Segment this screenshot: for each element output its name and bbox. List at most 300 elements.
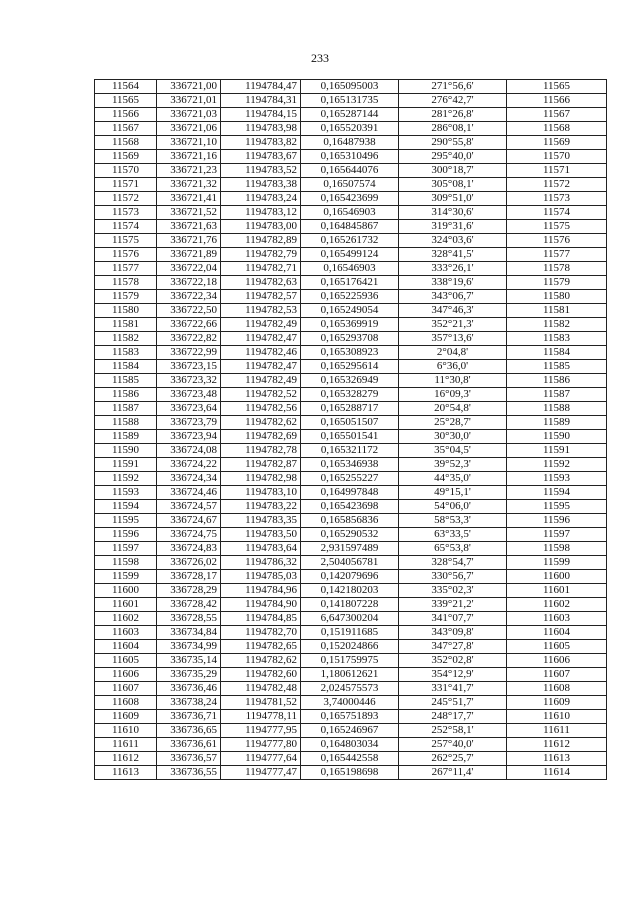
direction-angle-cell: 252°58,1' [399, 724, 507, 738]
point-from-cell: 11566 [95, 108, 157, 122]
distance-cell: 0,165225936 [301, 290, 399, 304]
point-from-cell: 11564 [95, 80, 157, 94]
direction-angle-cell: 328°54,7' [399, 556, 507, 570]
direction-angle-cell: 11°30,8' [399, 374, 507, 388]
direction-angle-cell: 39°52,3' [399, 458, 507, 472]
direction-angle-cell: 328°41,5' [399, 248, 507, 262]
point-from-cell: 11600 [95, 584, 157, 598]
point-from-cell: 11587 [95, 402, 157, 416]
y-coordinate-cell: 1194782,62 [221, 654, 301, 668]
distance-cell: 0,165326949 [301, 374, 399, 388]
table-row [95, 108, 607, 122]
direction-angle-cell: 354°12,9' [399, 668, 507, 682]
x-coordinate-cell: 336734,84 [157, 626, 221, 640]
distance-cell: 0,165751893 [301, 710, 399, 724]
y-coordinate-cell: 1194783,98 [221, 122, 301, 136]
x-coordinate-cell: 336728,29 [157, 584, 221, 598]
point-from-cell: 11578 [95, 276, 157, 290]
table-row [95, 682, 607, 696]
direction-angle-cell: 54°06,0' [399, 500, 507, 514]
x-coordinate-cell: 336736,71 [157, 710, 221, 724]
point-from-cell: 11584 [95, 360, 157, 374]
point-from-cell: 11608 [95, 696, 157, 710]
point-to-cell: 11586 [507, 374, 607, 388]
direction-angle-cell: 290°55,8' [399, 136, 507, 150]
table-row [95, 248, 607, 262]
table-row [95, 500, 607, 514]
direction-angle-cell: 286°08,1' [399, 122, 507, 136]
table-row [95, 360, 607, 374]
x-coordinate-cell: 336721,01 [157, 94, 221, 108]
x-coordinate-cell: 336724,34 [157, 472, 221, 486]
point-to-cell: 11599 [507, 556, 607, 570]
direction-angle-cell: 339°21,2' [399, 598, 507, 612]
direction-angle-cell: 267°11,4' [399, 766, 507, 780]
distance-cell: 0,165442558 [301, 752, 399, 766]
point-from-cell: 11602 [95, 612, 157, 626]
point-from-cell: 11565 [95, 94, 157, 108]
distance-cell: 0,164803034 [301, 738, 399, 752]
point-to-cell: 11578 [507, 262, 607, 276]
point-from-cell: 11588 [95, 416, 157, 430]
y-coordinate-cell: 1194783,38 [221, 178, 301, 192]
point-from-cell: 11605 [95, 654, 157, 668]
point-to-cell: 11569 [507, 136, 607, 150]
direction-angle-cell: 271°56,6' [399, 80, 507, 94]
distance-cell: 0,165501541 [301, 430, 399, 444]
direction-angle-cell: 324°03,6' [399, 234, 507, 248]
table-row [95, 80, 607, 94]
table-row [95, 430, 607, 444]
y-coordinate-cell: 1194783,22 [221, 500, 301, 514]
distance-cell: 0,16546903 [301, 206, 399, 220]
y-coordinate-cell: 1194782,63 [221, 276, 301, 290]
x-coordinate-cell: 336723,79 [157, 416, 221, 430]
point-to-cell: 11603 [507, 612, 607, 626]
distance-cell: 0,165856836 [301, 514, 399, 528]
point-from-cell: 11586 [95, 388, 157, 402]
x-coordinate-cell: 336735,29 [157, 668, 221, 682]
distance-cell: 1,180612621 [301, 668, 399, 682]
direction-angle-cell: 319°31,6' [399, 220, 507, 234]
point-to-cell: 11607 [507, 668, 607, 682]
direction-angle-cell: 300°18,7' [399, 164, 507, 178]
page-number: 233 [311, 51, 329, 65]
point-from-cell: 11590 [95, 444, 157, 458]
distance-cell: 0,165346938 [301, 458, 399, 472]
table-row [95, 444, 607, 458]
y-coordinate-cell: 1194783,50 [221, 528, 301, 542]
direction-angle-cell: 331°41,7' [399, 682, 507, 696]
x-coordinate-cell: 336721,41 [157, 192, 221, 206]
point-to-cell: 11576 [507, 234, 607, 248]
point-from-cell: 11570 [95, 164, 157, 178]
y-coordinate-cell: 1194782,78 [221, 444, 301, 458]
point-from-cell: 11568 [95, 136, 157, 150]
distance-cell: 6,647300204 [301, 612, 399, 626]
point-from-cell: 11598 [95, 556, 157, 570]
direction-angle-cell: 295°40,0' [399, 150, 507, 164]
table-row [95, 612, 607, 626]
direction-angle-cell: 63°33,5' [399, 528, 507, 542]
point-to-cell: 11585 [507, 360, 607, 374]
y-coordinate-cell: 1194784,85 [221, 612, 301, 626]
direction-angle-cell: 341°07,7' [399, 612, 507, 626]
table-row [95, 668, 607, 682]
distance-cell: 0,16507574 [301, 178, 399, 192]
direction-angle-cell: 309°51,0' [399, 192, 507, 206]
y-coordinate-cell: 1194784,31 [221, 94, 301, 108]
point-from-cell: 11611 [95, 738, 157, 752]
table-row [95, 416, 607, 430]
x-coordinate-cell: 336736,65 [157, 724, 221, 738]
point-to-cell: 11583 [507, 332, 607, 346]
x-coordinate-cell: 336723,64 [157, 402, 221, 416]
y-coordinate-cell: 1194784,47 [221, 80, 301, 94]
distance-cell: 0,141807228 [301, 598, 399, 612]
point-to-cell: 11605 [507, 640, 607, 654]
x-coordinate-cell: 336721,03 [157, 108, 221, 122]
y-coordinate-cell: 1194784,15 [221, 108, 301, 122]
table-row [95, 584, 607, 598]
point-to-cell: 11609 [507, 696, 607, 710]
direction-angle-cell: 58°53,3' [399, 514, 507, 528]
distance-cell: 0,165249054 [301, 304, 399, 318]
distance-cell: 0,151759975 [301, 654, 399, 668]
point-to-cell: 11572 [507, 178, 607, 192]
table-row [95, 710, 607, 724]
distance-cell: 0,165198698 [301, 766, 399, 780]
table-row [95, 402, 607, 416]
x-coordinate-cell: 336724,67 [157, 514, 221, 528]
table-row [95, 556, 607, 570]
y-coordinate-cell: 1194782,57 [221, 290, 301, 304]
x-coordinate-cell: 336721,16 [157, 150, 221, 164]
distance-cell: 0,165246967 [301, 724, 399, 738]
point-from-cell: 11577 [95, 262, 157, 276]
x-coordinate-cell: 336722,66 [157, 318, 221, 332]
y-coordinate-cell: 1194783,67 [221, 150, 301, 164]
direction-angle-cell: 330°56,7' [399, 570, 507, 584]
direction-angle-cell: 343°09,8' [399, 626, 507, 640]
point-from-cell: 11613 [95, 766, 157, 780]
x-coordinate-cell: 336723,94 [157, 430, 221, 444]
direction-angle-cell: 49°15,1' [399, 486, 507, 500]
point-to-cell: 11587 [507, 388, 607, 402]
table-row [95, 458, 607, 472]
y-coordinate-cell: 1194784,90 [221, 598, 301, 612]
point-to-cell: 11567 [507, 108, 607, 122]
direction-angle-cell: 25°28,7' [399, 416, 507, 430]
distance-cell: 0,165308923 [301, 346, 399, 360]
x-coordinate-cell: 336728,17 [157, 570, 221, 584]
x-coordinate-cell: 336736,61 [157, 738, 221, 752]
direction-angle-cell: 333°26,1' [399, 262, 507, 276]
direction-angle-cell: 357°13,6' [399, 332, 507, 346]
point-from-cell: 11606 [95, 668, 157, 682]
point-from-cell: 11591 [95, 458, 157, 472]
y-coordinate-cell: 1194782,70 [221, 626, 301, 640]
distance-cell: 0,165310496 [301, 150, 399, 164]
x-coordinate-cell: 336722,18 [157, 276, 221, 290]
point-from-cell: 11567 [95, 122, 157, 136]
table-row [95, 766, 607, 780]
point-from-cell: 11589 [95, 430, 157, 444]
x-coordinate-cell: 336728,55 [157, 612, 221, 626]
table-row [95, 318, 607, 332]
distance-cell: 3,74000446 [301, 696, 399, 710]
x-coordinate-cell: 336721,06 [157, 122, 221, 136]
point-from-cell: 11571 [95, 178, 157, 192]
y-coordinate-cell: 1194782,49 [221, 374, 301, 388]
direction-angle-cell: 338°19,6' [399, 276, 507, 290]
direction-angle-cell: 352°21,3' [399, 318, 507, 332]
direction-angle-cell: 335°02,3' [399, 584, 507, 598]
distance-cell: 0,165293708 [301, 332, 399, 346]
coordinates-table-body [95, 80, 607, 780]
point-to-cell: 11592 [507, 458, 607, 472]
point-to-cell: 11600 [507, 570, 607, 584]
x-coordinate-cell: 336722,82 [157, 332, 221, 346]
point-from-cell: 11603 [95, 626, 157, 640]
table-row [95, 262, 607, 276]
table-row [95, 164, 607, 178]
y-coordinate-cell: 1194782,47 [221, 332, 301, 346]
y-coordinate-cell: 1194783,12 [221, 206, 301, 220]
point-from-cell: 11585 [95, 374, 157, 388]
table-row [95, 724, 607, 738]
y-coordinate-cell: 1194782,47 [221, 360, 301, 374]
point-to-cell: 11614 [507, 766, 607, 780]
point-to-cell: 11606 [507, 654, 607, 668]
table-row [95, 150, 607, 164]
point-from-cell: 11583 [95, 346, 157, 360]
y-coordinate-cell: 1194782,71 [221, 262, 301, 276]
table-row [95, 304, 607, 318]
distance-cell: 0,165288717 [301, 402, 399, 416]
distance-cell: 0,165095003 [301, 80, 399, 94]
distance-cell: 0,165328279 [301, 388, 399, 402]
x-coordinate-cell: 336721,23 [157, 164, 221, 178]
table-row [95, 346, 607, 360]
table-row [95, 738, 607, 752]
point-from-cell: 11580 [95, 304, 157, 318]
table-row [95, 654, 607, 668]
point-from-cell: 11609 [95, 710, 157, 724]
distance-cell: 0,152024866 [301, 640, 399, 654]
table-row [95, 570, 607, 584]
direction-angle-cell: 16°09,3' [399, 388, 507, 402]
table-row [95, 696, 607, 710]
point-to-cell: 11610 [507, 710, 607, 724]
direction-angle-cell: 276°42,7' [399, 94, 507, 108]
direction-angle-cell: 245°51,7' [399, 696, 507, 710]
direction-angle-cell: 281°26,8' [399, 108, 507, 122]
table-row [95, 122, 607, 136]
distance-cell: 0,165321172 [301, 444, 399, 458]
point-from-cell: 11601 [95, 598, 157, 612]
distance-cell: 0,151911685 [301, 626, 399, 640]
y-coordinate-cell: 1194781,52 [221, 696, 301, 710]
point-from-cell: 11573 [95, 206, 157, 220]
point-from-cell: 11569 [95, 150, 157, 164]
distance-cell: 0,142079696 [301, 570, 399, 584]
table-row [95, 234, 607, 248]
point-to-cell: 11575 [507, 220, 607, 234]
y-coordinate-cell: 1194782,98 [221, 472, 301, 486]
distance-cell: 0,165255227 [301, 472, 399, 486]
point-to-cell: 11594 [507, 486, 607, 500]
table-row [95, 206, 607, 220]
x-coordinate-cell: 336721,32 [157, 178, 221, 192]
point-to-cell: 11608 [507, 682, 607, 696]
coordinates-table [94, 79, 607, 780]
table-row [95, 528, 607, 542]
direction-angle-cell: 343°06,7' [399, 290, 507, 304]
y-coordinate-cell: 1194782,65 [221, 640, 301, 654]
point-to-cell: 11601 [507, 584, 607, 598]
point-to-cell: 11565 [507, 80, 607, 94]
point-to-cell: 11597 [507, 528, 607, 542]
point-to-cell: 11566 [507, 94, 607, 108]
distance-cell: 0,165261732 [301, 234, 399, 248]
point-from-cell: 11612 [95, 752, 157, 766]
y-coordinate-cell: 1194785,03 [221, 570, 301, 584]
y-coordinate-cell: 1194783,24 [221, 192, 301, 206]
point-from-cell: 11593 [95, 486, 157, 500]
point-to-cell: 11579 [507, 276, 607, 290]
distance-cell: 0,165176421 [301, 276, 399, 290]
table-row [95, 542, 607, 556]
direction-angle-cell: 6°36,0' [399, 360, 507, 374]
direction-angle-cell: 248°17,7' [399, 710, 507, 724]
direction-angle-cell: 347°46,3' [399, 304, 507, 318]
point-to-cell: 11570 [507, 150, 607, 164]
y-coordinate-cell: 1194783,64 [221, 542, 301, 556]
point-from-cell: 11572 [95, 192, 157, 206]
x-coordinate-cell: 336722,34 [157, 290, 221, 304]
distance-cell: 0,142180203 [301, 584, 399, 598]
point-to-cell: 11577 [507, 248, 607, 262]
x-coordinate-cell: 336736,57 [157, 752, 221, 766]
x-coordinate-cell: 336721,76 [157, 234, 221, 248]
y-coordinate-cell: 1194777,47 [221, 766, 301, 780]
y-coordinate-cell: 1194782,79 [221, 248, 301, 262]
point-to-cell: 11581 [507, 304, 607, 318]
direction-angle-cell: 352°02,8' [399, 654, 507, 668]
table-row [95, 276, 607, 290]
point-from-cell: 11604 [95, 640, 157, 654]
x-coordinate-cell: 336721,00 [157, 80, 221, 94]
point-to-cell: 11571 [507, 164, 607, 178]
distance-cell: 0,165290532 [301, 528, 399, 542]
point-from-cell: 11581 [95, 318, 157, 332]
distance-cell: 0,165369919 [301, 318, 399, 332]
table-row [95, 374, 607, 388]
x-coordinate-cell: 336735,14 [157, 654, 221, 668]
y-coordinate-cell: 1194782,69 [221, 430, 301, 444]
y-coordinate-cell: 1194782,89 [221, 234, 301, 248]
point-to-cell: 11588 [507, 402, 607, 416]
direction-angle-cell: 262°25,7' [399, 752, 507, 766]
y-coordinate-cell: 1194783,82 [221, 136, 301, 150]
table-row [95, 752, 607, 766]
y-coordinate-cell: 1194782,62 [221, 416, 301, 430]
x-coordinate-cell: 336721,63 [157, 220, 221, 234]
y-coordinate-cell: 1194782,49 [221, 318, 301, 332]
table-row [95, 388, 607, 402]
x-coordinate-cell: 336723,48 [157, 388, 221, 402]
point-to-cell: 11591 [507, 444, 607, 458]
table-row [95, 220, 607, 234]
point-to-cell: 11602 [507, 598, 607, 612]
point-from-cell: 11582 [95, 332, 157, 346]
x-coordinate-cell: 336722,50 [157, 304, 221, 318]
x-coordinate-cell: 336721,52 [157, 206, 221, 220]
point-to-cell: 11573 [507, 192, 607, 206]
distance-cell: 0,16546903 [301, 262, 399, 276]
distance-cell: 2,504056781 [301, 556, 399, 570]
direction-angle-cell: 44°35,0' [399, 472, 507, 486]
x-coordinate-cell: 336721,89 [157, 248, 221, 262]
direction-angle-cell: 30°30,0' [399, 430, 507, 444]
distance-cell: 0,165644076 [301, 164, 399, 178]
direction-angle-cell: 347°27,8' [399, 640, 507, 654]
x-coordinate-cell: 336736,46 [157, 682, 221, 696]
direction-angle-cell: 257°40,0' [399, 738, 507, 752]
distance-cell: 0,165520391 [301, 122, 399, 136]
point-to-cell: 11574 [507, 206, 607, 220]
y-coordinate-cell: 1194777,95 [221, 724, 301, 738]
distance-cell: 0,165499124 [301, 248, 399, 262]
point-to-cell: 11589 [507, 416, 607, 430]
x-coordinate-cell: 336724,22 [157, 458, 221, 472]
x-coordinate-cell: 336726,02 [157, 556, 221, 570]
point-from-cell: 11574 [95, 220, 157, 234]
x-coordinate-cell: 336734,99 [157, 640, 221, 654]
point-from-cell: 11579 [95, 290, 157, 304]
direction-angle-cell: 2°04,8' [399, 346, 507, 360]
distance-cell: 2,931597489 [301, 542, 399, 556]
x-coordinate-cell: 336721,10 [157, 136, 221, 150]
direction-angle-cell: 65°53,8' [399, 542, 507, 556]
x-coordinate-cell: 336724,75 [157, 528, 221, 542]
distance-cell: 0,165423699 [301, 192, 399, 206]
y-coordinate-cell: 1194782,56 [221, 402, 301, 416]
point-to-cell: 11611 [507, 724, 607, 738]
x-coordinate-cell: 336736,55 [157, 766, 221, 780]
point-from-cell: 11575 [95, 234, 157, 248]
point-from-cell: 11607 [95, 682, 157, 696]
y-coordinate-cell: 1194778,11 [221, 710, 301, 724]
table-row [95, 640, 607, 654]
point-to-cell: 11595 [507, 500, 607, 514]
table-row [95, 178, 607, 192]
point-to-cell: 11613 [507, 752, 607, 766]
y-coordinate-cell: 1194777,64 [221, 752, 301, 766]
point-to-cell: 11593 [507, 472, 607, 486]
x-coordinate-cell: 336722,99 [157, 346, 221, 360]
point-from-cell: 11592 [95, 472, 157, 486]
x-coordinate-cell: 336724,46 [157, 486, 221, 500]
distance-cell: 0,165423698 [301, 500, 399, 514]
point-to-cell: 11612 [507, 738, 607, 752]
y-coordinate-cell: 1194777,80 [221, 738, 301, 752]
distance-cell: 0,16487938 [301, 136, 399, 150]
y-coordinate-cell: 1194782,52 [221, 388, 301, 402]
y-coordinate-cell: 1194782,48 [221, 682, 301, 696]
table-row [95, 514, 607, 528]
